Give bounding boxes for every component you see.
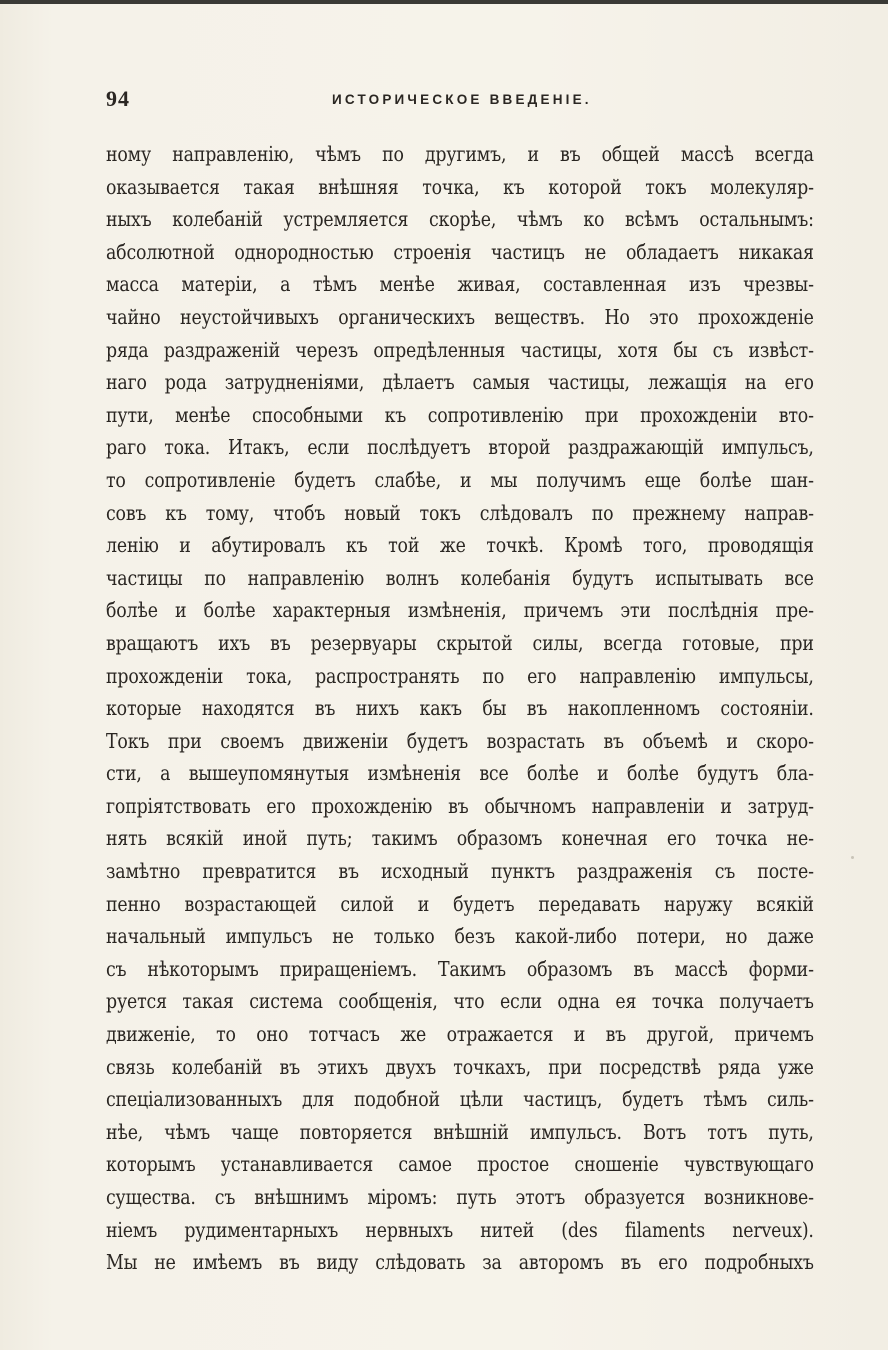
- text-line: начальный импульсъ не только безъ какой-либо потери, но даже: [106, 924, 814, 949]
- text-line: ному направленію, чѣмъ по другимъ, и въ общей массѣ всегда: [106, 142, 814, 166]
- text-line: абсолютной однородностью строенія частицъ не обладаетъ никакая: [106, 239, 814, 264]
- text-line: пенно возрастающей силой и будетъ передавать наружу всякій: [106, 891, 814, 916]
- running-title: ИСТОРИЧЕСКОЕ ВВЕДЕНІЕ.: [332, 92, 592, 107]
- paper-speck: [851, 856, 854, 859]
- text-line: пути, менѣе способными къ сопротивленію при прохожденіи вто-: [106, 402, 814, 427]
- text-line: существа. съ внѣшнимъ міромъ: путь этотъ образуется возникнове-: [106, 1185, 814, 1209]
- text-line: раго тока. Итакъ, если послѣдуетъ второй раздражающій импульсъ,: [106, 435, 814, 460]
- text-line: наго рода затрудненіями, дѣлаетъ самыя частицы, лежащія на его: [106, 370, 814, 395]
- text-line: частицы по направленію волнъ колебанія будутъ испытывать все: [106, 565, 814, 590]
- text-line: руется такая система сообщенія, что если одна ея точка получаетъ: [106, 989, 814, 1014]
- text-line: которымъ устанавливается самое простое сношеніе чувствующаго: [106, 1152, 814, 1177]
- text-line: нять всякій иной путь; такимъ образомъ конечная его точка не-: [106, 826, 814, 851]
- text-line: съ нѣкоторымъ приращеніемъ. Такимъ образомъ въ массѣ форми-: [106, 956, 814, 981]
- text-line: болѣе и болѣе характерныя измѣненія, причемъ эти послѣднія пре-: [106, 598, 814, 623]
- text-line: ленію и абутировалъ къ той же точкѣ. Кромѣ того, проводящія: [106, 533, 814, 558]
- text-line: сти, а вышеупомянутыя измѣненія все болѣе и болѣе будутъ бла-: [106, 761, 814, 786]
- text-line: движеніе, то оно тотчасъ же отражается и въ другой, причемъ: [106, 1022, 814, 1047]
- text-line: Мы не имѣемъ въ виду слѣдовать за авторомъ въ его подробныхъ: [106, 1250, 814, 1275]
- text-line: чайно неустойчивыхъ органическихъ веществъ. Но это прохожденіе: [106, 304, 814, 329]
- text-line: связь колебаній въ этихъ двухъ точкахъ, при посредствѣ ряда уже: [106, 1054, 814, 1079]
- text-line: замѣтно превратится въ исходный пунктъ раздраженія съ посте-: [106, 859, 814, 884]
- text-line: Токъ при своемъ движеніи будетъ возрастать въ объемѣ и скоро-: [106, 728, 814, 753]
- scan-top-edge: [0, 0, 888, 4]
- text-line: вращаютъ ихъ въ резервуары скрытой силы, всегда готовые, при: [106, 630, 814, 655]
- page-number: 94: [106, 86, 130, 111]
- text-line: которые находятся въ нихъ какъ бы въ накопленномъ состояніи.: [106, 696, 814, 721]
- body-text: [106, 138, 814, 1279]
- text-line: масса матеріи, а тѣмъ менѣе живая, составленная изъ чрезвы-: [106, 272, 814, 297]
- text-line: то сопротивленіе будетъ слабѣе, и мы получимъ еще болѣе шан-: [106, 467, 814, 492]
- text-line: ныхъ колебаній устремляется скорѣе, чѣмъ ко всѣмъ остальнымъ:: [106, 207, 814, 232]
- text-line: спеціализованныхъ для подобной цѣли частицъ, будетъ тѣмъ силь-: [106, 1087, 814, 1112]
- text-line: прохожденіи тока, распространять по его направленію импульсы,: [106, 663, 814, 688]
- text-line: оказывается такая внѣшняя точка, къ которой токъ молекуляр-: [106, 174, 814, 199]
- text-line: нѣе, чѣмъ чаще повторяется внѣшній импульсъ. Вотъ тотъ путь,: [106, 1119, 814, 1144]
- text-line: совъ къ тому, чтобъ новый токъ слѣдовалъ по прежнему направ-: [106, 500, 814, 525]
- text-line: ряда раздраженій черезъ опредѣленныя частицы, хотя бы съ извѣст-: [106, 337, 814, 362]
- text-line: гопріятствовать его прохожденію въ обычномъ направленіи и затруд-: [106, 793, 814, 818]
- text-line: ніемъ рудиментарныхъ нервныхъ нитей (des filaments nerveux).: [106, 1217, 814, 1242]
